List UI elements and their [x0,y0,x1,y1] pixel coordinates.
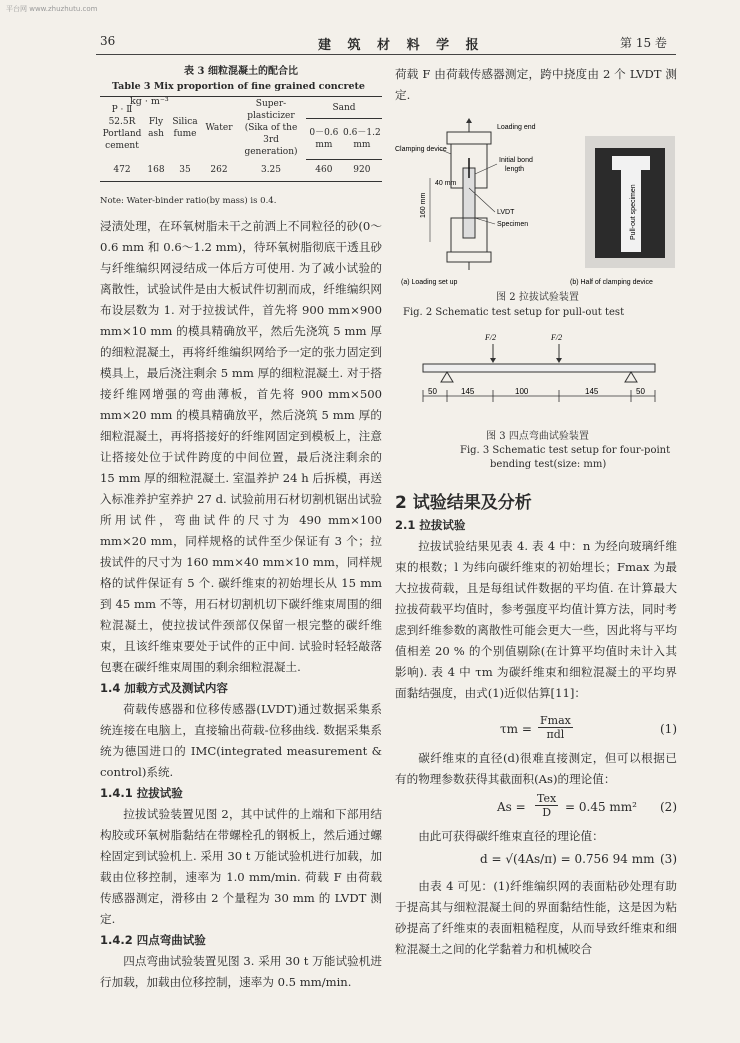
eq3-number: (3) [660,852,677,866]
dim-50-left: 50 [428,387,437,396]
table-title-en-text: Table 3 Mix proportion of fine grained concrete [112,81,365,92]
right-column-conclusion [395,876,677,960]
left-column [100,216,382,993]
dim-145-left: 145 [461,387,475,396]
table-note: Note: Water-binder ratio(by mass) is 0.4. [100,196,277,206]
paragraph-sand-treatment: 由表 4 可见：(1)纤维编织网的表面粘砂处理有助于提高其与细粒混凝土间的界面黏结性能，这是因为粘砂提高了纤维束的表面粗糙程度，从而导致纤维束和细粒混凝土之间的化学黏着力和机械咬合 [395,879,677,956]
dim-100: 100 [515,387,529,396]
label-40mm: 40 mm [435,180,457,187]
subcaption-b: (b) Half of clamping device [570,279,653,286]
header-sand: Sand [306,97,382,119]
paragraph-sensors: 荷载传感器和位移传感器(LVDT)通过数据采集系统连接在电脑上，直接输出荷载-位移曲线. 数据采集系统为德国进口的 IMC(integrated measurement & control)系统. [100,702,382,779]
value-sand-fine: 460 [306,159,342,182]
figure-3-caption-en-2: bending test(size: mm) [490,459,607,470]
figure-2-caption-en: Fig. 2 Schematic test setup for pull-out test [403,307,625,318]
eq1-lhs: τm = [500,722,532,736]
eq1-number: (1) [660,722,677,736]
figure-2-pullout-setup [395,118,680,288]
right-column-eq3-intro [395,826,677,847]
journal-title: 建 筑 材 料 学 报 [318,38,485,53]
eq2-number: (2) [660,800,677,814]
specimen-head-photo [612,156,650,170]
mix-proportion-table [100,96,382,182]
header-water: Water [202,97,236,160]
right-column-results [395,515,677,704]
label-f2-left: F/2 [485,333,497,342]
right-column-eq2-intro [395,748,677,790]
value-flyash: 168 [144,159,168,182]
value-water: 262 [202,159,236,182]
specimen-shape [463,168,475,238]
label-specimen: Specimen [497,221,529,228]
label-initial-bond: Initial bond [499,157,533,164]
paragraph-specimen-prep: 浸渍处理，在环氧树脂未干之前洒上不同粒径的砂(0～0.6 mm 和 0.6～1.2 mm)，待环氧树脂彻底干透且砂与纤维编织网浸结成一体后方可使用. 为了减小试验的离散性，试验试件是由大板试件切割而成，纤维编织网布设层数为 1. 对于拉拔试件，首先将 900 mm×900 mm×10 mm 的模具精确放平，然后先浇筑 5 mm 厚的细粒混凝土，再将纤维编织网给予一定的张力固定到模具上，最后浇注剩余 5 mm 厚的细粒混凝土. 对于搭接纤维网增强的弯曲薄板，首先将 900 mm×500 mm×20 mm 的模具精确放平，然后浇筑 5 mm 厚的细粒混凝土，再将搭接好的纤维网固定到模板上，注意让搭接处位于试件跨度的中间位置，最后浇注剩余的 15 mm 厚的细粒混凝土. 室温养护 24 h 后拆模，再送入标准养护室养护 27 d. 试验前用石材切割机锯出试验所用试件，弯曲试件的尺寸为 490 mm×100 mm×20 mm，同样规格的试件至少保证有 3 个；拉拔试件的尺寸为 160 mm×40 mm×10 mm，同样规格的试件保证有 5 个. 碳纤维束的初始埋长从 15 mm 到 45 mm 不等，用石材切割机切下碳纤维束周围的细粒混凝土，使拉拔试件颈部仅保留一根完整的碳纤维束，且该纤维束要处于试件的正中间. 试验时轻轻敲落包裹在碳纤维束周围的剩余细粒混凝土. [100,219,382,674]
beam-shape [423,364,655,372]
dim-50-right: 50 [636,387,645,396]
value-cement: 472 [100,159,144,182]
dim-145-right: 145 [585,387,599,396]
value-superplasticizer: 3.25 [236,159,306,182]
top-plate [447,132,491,144]
figure-3-four-point-bending [395,330,680,420]
value-sand-coarse: 920 [342,159,382,182]
eq3-body: d = √(4As/π) = 0.756 94 mm [480,852,655,866]
paragraph-diameter: 碳纤维束的直径(d)很难直接测定，但可以根据已有的物理参数获得其截面积(As)的理论值： [395,751,677,786]
eq1-denominator: πdl [546,728,565,741]
section-2-1: 2.1 拉拔试验 [395,518,466,532]
label-loading-end: Loading end [497,124,536,131]
label-pullout-specimen: Pull-out specimen [630,184,637,240]
section-1-4: 1.4 加载方式及测试内容 [100,681,228,695]
header-superplasticizer: Super-plasticizer (Sika of the 3rd generation) [236,97,306,160]
figure-3-caption-en-1: Fig. 3 Schematic test setup for four-point [460,445,671,456]
header-sand-fine: 0－0.6 mm [306,119,342,159]
header-flyash: Fly ash [144,97,168,160]
label-length: length [505,166,525,173]
section-1-4-1: 1.4.1 拉拔试验 [100,786,183,800]
eq1-numerator: Fmax [540,714,571,727]
watermark: 平台网 www.zhuzhutu.com [6,5,98,13]
header-sand-coarse: 0.6－1.2 mm [342,119,382,159]
label-f2-right: F/2 [551,333,563,342]
label-clamping-device: Clamping device [395,146,447,153]
header-rule [96,54,676,55]
figure-3-caption-cn: 图 3 四点弯曲试验装置 [486,431,589,442]
page-number: 36 [100,34,116,48]
section-1-4-2: 1.4.2 四点弯曲试验 [100,933,206,947]
eq2-lhs: As = [497,800,526,814]
table-unit: kg · m⁻³ [130,96,169,107]
paragraph-lvdt: 荷载 F 由荷载传感器测定，跨中挠度由 2 个 LVDT 测定. [395,67,677,102]
value-silica: 35 [168,159,202,182]
eq1-fraction [538,714,573,741]
header-cement: P · Ⅱ 52.5R Portland cement [100,97,144,160]
bottom-plate [447,252,491,262]
header-silica: Silica fume [168,97,202,160]
eq2-numerator: Tex [537,792,557,805]
paragraph-results-intro: 拉拔试验结果见表 4. 表 4 中：n 为经向玻璃纤维束的根数；l 为纬向碳纤维束的初始埋长；Fmax 为最大拉拔荷载，且是每组试件数据的平均值. 在计算最大拉拔荷载平均值时，参考强度平均值计算方法，同时考虑到纤维参数的离散性可能会更大一些，因此将与平均值相差 20 % 的个别值剔除(在计算平均值时未计入其影响). 表 4 中 τm 为碳纤维束和细粒混凝土的平均界面黏结强度，由式(1)近似估算[11]： [395,539,677,700]
right-column-top [395,64,677,106]
volume-number: 第 15 卷 [620,36,667,50]
left-support [441,372,453,382]
label-lvdt: LVDT [497,209,515,216]
table-title-cn: 表 3 细粒混凝土的配合比 [184,66,298,77]
eq2-fraction [535,792,558,819]
section-2-title: 2 试验结果及分析 [395,493,532,513]
figure-2-caption-cn: 图 2 拉拔试验装置 [496,292,579,303]
eq2-rhs: = 0.45 mm² [565,800,637,814]
paragraph-bending-setup: 四点弯曲试验装置见图 3. 采用 30 t 万能试验机进行加载，加载由位移控制，速率为 0.5 mm/min. [100,954,382,989]
right-support [625,372,637,382]
paragraph-theoretical-diameter: 由此可获得碳纤维束直径的理论值： [418,829,604,843]
eq2-denominator: D [542,806,552,819]
paragraph-pullout-setup: 拉拔试验装置见图 2，其中试件的上端和下部用结构胶或环氧树脂黏结在带螺栓孔的钢板上，然后通过螺栓固定到试验机上. 采用 30 t 万能试验机进行加载，加载由位移控制，速率为 1.0 mm/min. 荷载 F 由荷载传感器测定，滑移由 2 个量程为 30 mm 的 LVDT 测定. [100,807,382,926]
subcaption-a: (a) Loading set up [401,279,458,286]
label-160mm: 160 mm [420,192,427,218]
